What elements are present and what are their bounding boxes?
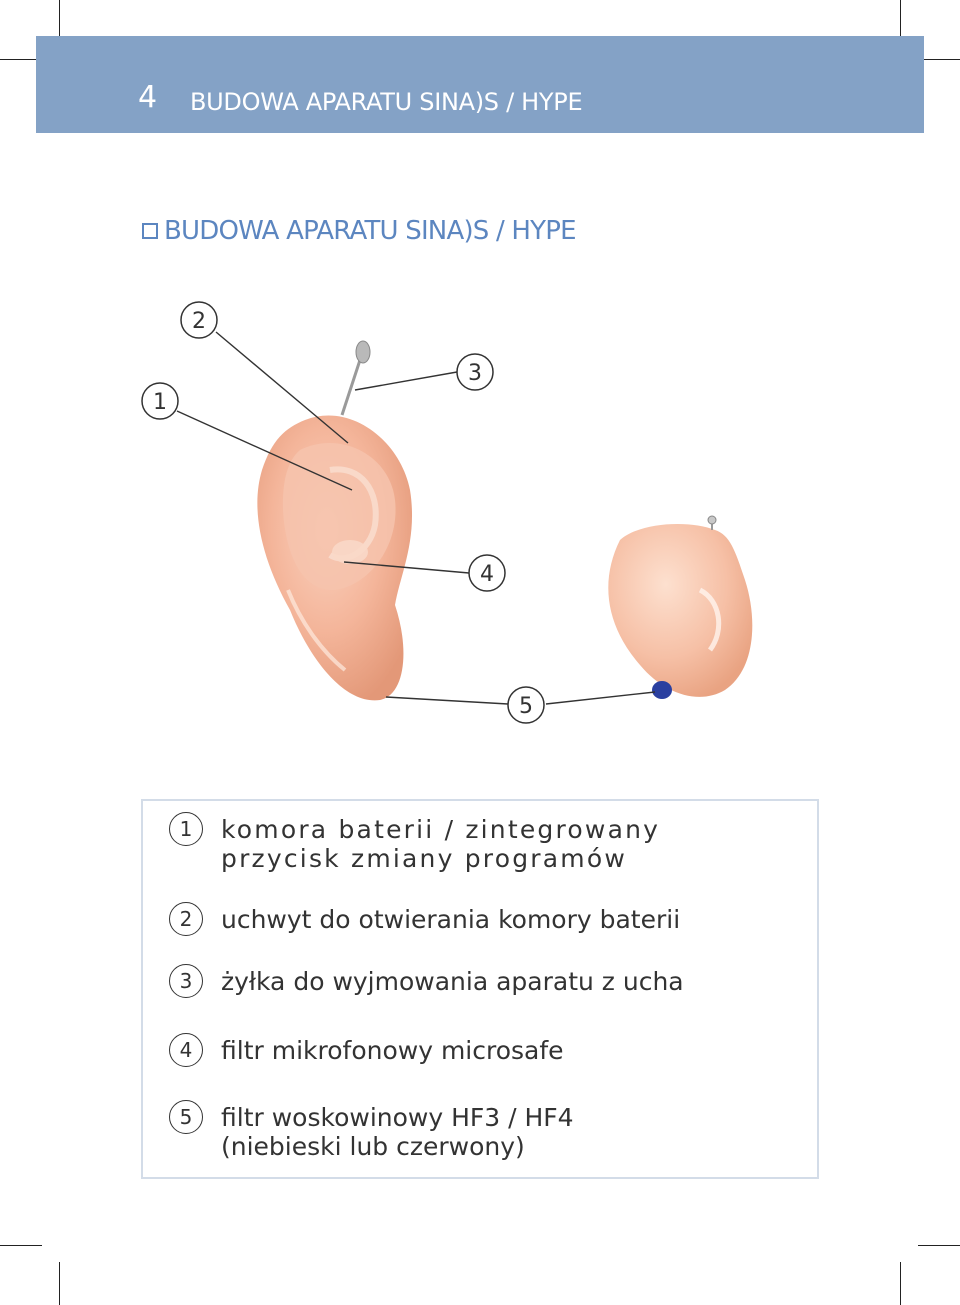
legend-number: 3 xyxy=(169,964,203,998)
hearing-aid-right xyxy=(608,516,752,699)
callout-2-label: 2 xyxy=(192,309,206,334)
legend-item xyxy=(169,815,781,873)
crop-mark xyxy=(59,0,60,40)
crop-mark xyxy=(900,1262,901,1305)
legend-text: żyłka do wyjmowania aparatu z ucha xyxy=(221,967,684,996)
legend-number: 2 xyxy=(169,902,203,936)
callout-3-label: 3 xyxy=(468,361,482,386)
callout-4 xyxy=(469,555,505,591)
legend-item xyxy=(169,905,781,936)
legend-item xyxy=(169,1103,581,1161)
crop-mark xyxy=(900,0,901,40)
legend-number: 1 xyxy=(169,812,203,846)
header-title: BUDOWA APARATU SINA)S / HYPE xyxy=(190,88,583,116)
page-number: 4 xyxy=(138,80,158,115)
callout-1-label: 1 xyxy=(153,390,167,415)
legend-item xyxy=(169,967,781,998)
hearing-aid-diagram xyxy=(0,290,960,740)
crop-mark xyxy=(918,59,960,60)
callout-2 xyxy=(181,302,217,338)
legend-text: filtr woskowinowy HF3 / HF4 (niebieski lub czerwony) xyxy=(221,1103,574,1161)
crop-mark xyxy=(918,1245,960,1246)
callout-5 xyxy=(508,687,544,723)
crop-mark xyxy=(59,1262,60,1305)
callout-4-label: 4 xyxy=(480,562,494,587)
section-title-text: BUDOWA APARATU SINA)S / HYPE xyxy=(164,216,576,246)
hearing-aid-left xyxy=(257,341,412,700)
legend-number: 4 xyxy=(169,1033,203,1067)
crop-mark xyxy=(0,1245,42,1246)
callout-1 xyxy=(142,383,178,419)
legend-text: komora baterii / zintegrowany przycisk zmiany programów xyxy=(221,815,661,873)
callout-3 xyxy=(457,354,493,390)
checkbox-icon xyxy=(142,223,158,239)
callout-5-label: 5 xyxy=(519,694,533,719)
header-band xyxy=(36,36,924,133)
legend-text: uchwyt do otwierania komory baterii xyxy=(221,905,681,934)
legend-number: 5 xyxy=(169,1100,203,1134)
legend-text: filtr mikrofonowy microsafe xyxy=(221,1036,564,1065)
section-title xyxy=(142,216,576,246)
legend-item xyxy=(169,1036,781,1067)
legend-box xyxy=(141,799,819,1179)
